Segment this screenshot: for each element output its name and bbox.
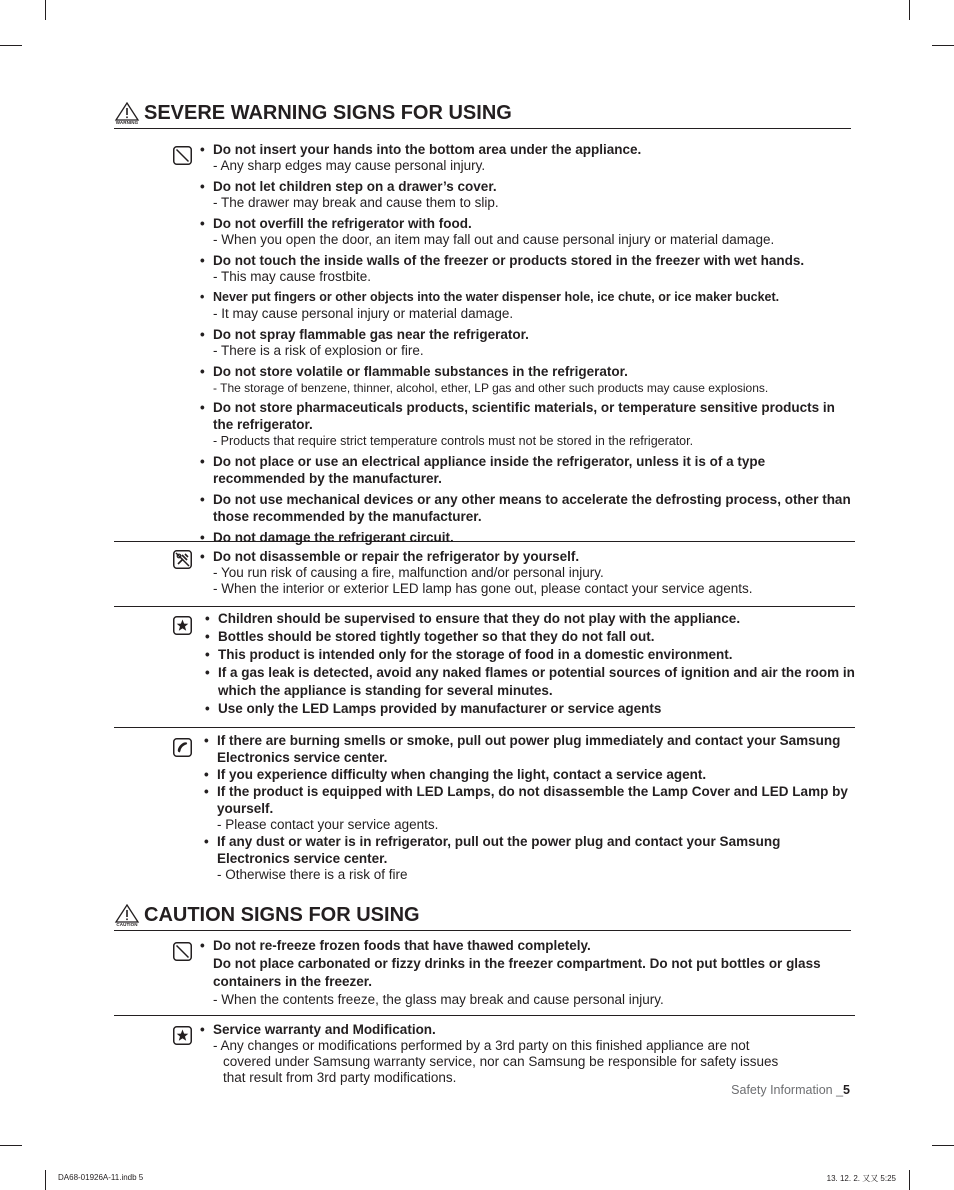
- list-item-detail: - When the contents freeze, the glass may break and cause personal injury.: [213, 992, 664, 1007]
- list-item-detail: - Otherwise there is a risk of fire: [217, 867, 408, 882]
- list-item: • If any dust or water is in refrigerator, pull out the power plug and contact your Samsung Electronics service center.: [204, 833, 855, 867]
- page-number: 5: [843, 1083, 850, 1097]
- warning-section-title: SEVERE WARNING SIGNS FOR USING: [144, 102, 512, 124]
- list-item: • Children should be supervised to ensure that they do not play with the appliance.: [205, 610, 855, 628]
- list-item-detail: - Please contact your service agents.: [217, 817, 439, 832]
- list-item: • If the product is equipped with LED Lamps, do not disassemble the Lamp Cover and LED Lamp by yourself.: [204, 783, 855, 817]
- important-star-icon: [173, 616, 192, 635]
- crop-mark: [932, 45, 954, 46]
- list-item: • If you experience difficulty when changing the light, contact a service agent.: [204, 766, 855, 783]
- list-item-detail: - The storage of benzene, thinner, alcohol, ether, LP gas and other such products may cause explosions.: [213, 381, 769, 395]
- list-item: • Never put fingers or other objects into the water dispenser hole, ice chute, or ice maker bucket.: [200, 289, 855, 306]
- contact-service-phone-icon: [173, 738, 192, 757]
- caution-block-warranty: [114, 1020, 855, 1090]
- list-item-detail: covered under Samsung warranty service, nor can Samsung be responsible for safety issues: [223, 1054, 779, 1069]
- list-item: • Do not insert your hands into the bottom area under the appliance.: [200, 141, 855, 158]
- list-item: • Do not spray flammable gas near the refrigerator.: [200, 326, 855, 343]
- important-star-icon: [173, 1026, 192, 1045]
- list-item: • If a gas leak is detected, avoid any naked flames or potential sources of ignition and air the room in which the appliance is standing for several minutes.: [205, 664, 855, 700]
- list-item-detail: - The drawer may break and cause them to slip.: [213, 195, 499, 210]
- warning-block-disassembly: [114, 547, 855, 607]
- crop-mark: [0, 45, 22, 46]
- caution-section-heading: [114, 904, 851, 931]
- list-item: • Do not damage the refrigerant circuit.: [200, 529, 855, 546]
- crop-mark: [0, 1145, 22, 1146]
- caution-section-title: CAUTION SIGNS FOR USING: [144, 904, 420, 926]
- warning-section-heading: [114, 102, 851, 129]
- list-item-detail: - Any sharp edges may cause personal injury.: [213, 158, 486, 173]
- list-item-detail: - This may cause frostbite.: [213, 269, 372, 284]
- list-item: • Do not store volatile or flammable substances in the refrigerator.: [200, 363, 855, 380]
- list-item-detail: - When the interior or exterior LED lamp has gone out, please contact your service agents.: [213, 581, 753, 596]
- caution-icon-label: CAUTION: [116, 922, 138, 927]
- no-disassembly-icon: [173, 550, 192, 569]
- list-item-continuation: Do not place carbonated or fizzy drinks in the freezer compartment. Do not put bottles or glass containers in the freezer.: [213, 956, 821, 989]
- warning-block-service: [114, 731, 855, 886]
- list-item: • Do not let children step on a drawer’s cover.: [200, 178, 855, 195]
- list-item: • Service warranty and Modification.: [200, 1021, 855, 1038]
- crop-mark: [45, 0, 46, 20]
- list-item-detail: - It may cause personal injury or material damage.: [213, 306, 514, 321]
- prohibition-icon: [173, 942, 192, 961]
- list-item: • If there are burning smells or smoke, pull out power plug immediately and contact your Samsung Electronics service center.: [204, 732, 855, 766]
- list-item: • This product is intended only for the storage of food in a domestic environment.: [205, 646, 855, 664]
- list-item-detail: - Any changes or modifications performed by a 3rd party on this finished appliance are not: [213, 1038, 750, 1053]
- list-item: • Use only the LED Lamps provided by manufacturer or service agents: [205, 700, 855, 718]
- crop-mark: [909, 1170, 910, 1190]
- crop-mark: [909, 0, 910, 20]
- list-item: • Do not overfill the refrigerator with food.: [200, 215, 855, 232]
- list-item: • Do not re-freeze frozen foods that have thawed completely.: [200, 937, 855, 955]
- footer-section-label: Safety Information _: [731, 1083, 844, 1097]
- print-slug-file: DA68-01926A-11.indb 5: [58, 1173, 144, 1182]
- page-footer: [731, 1083, 850, 1097]
- list-item: • Do not disassemble or repair the refrigerator by yourself.: [200, 548, 855, 565]
- list-item: • Bottles should be stored tightly together so that they do not fall out.: [205, 628, 855, 646]
- crop-mark: [45, 1170, 46, 1190]
- warning-block-important: [114, 610, 855, 728]
- crop-mark: [932, 1145, 954, 1146]
- list-item: • Do not use mechanical devices or any other means to accelerate the defrosting process, other than those recommended by the manufacturer.: [200, 491, 855, 525]
- list-item: • Do not touch the inside walls of the freezer or products stored in the freezer with wet hands.: [200, 252, 855, 269]
- print-slug-date: 13. 12. 2. 又又 5:25: [826, 1174, 896, 1183]
- warning-icon-label: WARNING: [115, 120, 139, 125]
- list-item-detail: - Products that require strict temperature controls must not be stored in the refrigerator.: [213, 434, 694, 448]
- list-item-detail: - You run risk of causing a fire, malfunction and/or personal injury.: [213, 565, 604, 580]
- warning-block-prohibitions: [114, 140, 855, 545]
- caution-block-freezing: [114, 937, 855, 1016]
- list-item: • Do not store pharmaceuticals products, scientific materials, or temperature sensitive products in the refrigerator.: [200, 399, 855, 433]
- list-item: • Do not place or use an electrical appliance inside the refrigerator, unless it is of a type recommended by the manufacturer.: [200, 453, 855, 487]
- prohibition-icon: [173, 146, 192, 165]
- list-item-detail: - There is a risk of explosion or fire.: [213, 343, 424, 358]
- list-item-detail: that result from 3rd party modifications.: [223, 1070, 457, 1085]
- list-item-detail: - When you open the door, an item may fall out and cause personal injury or material damage.: [213, 232, 775, 247]
